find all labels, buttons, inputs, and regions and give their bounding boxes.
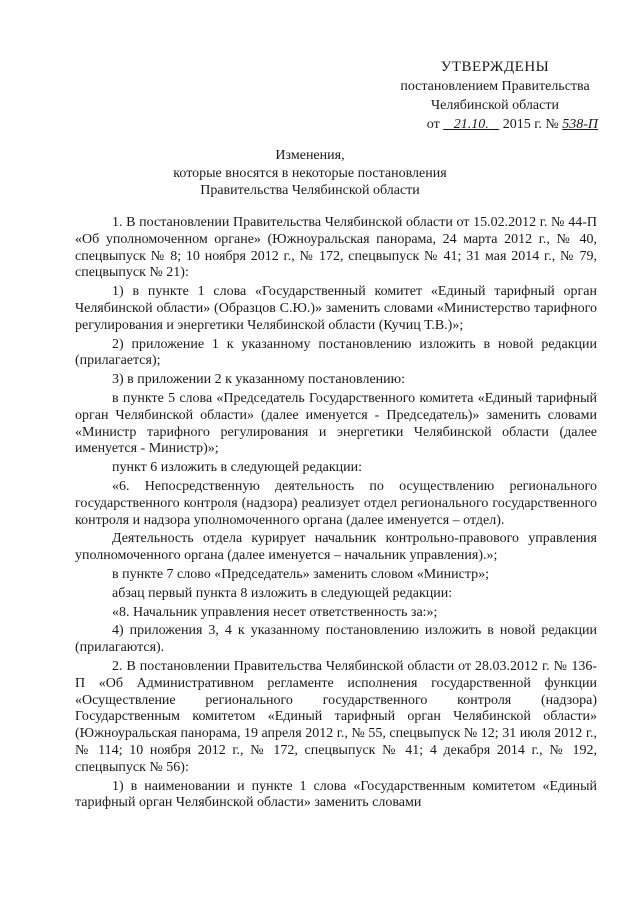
year-text: 2015 г. № bbox=[502, 117, 559, 132]
paragraph: 3) в приложении 2 к указанному постановлению: bbox=[112, 372, 406, 388]
document-number: 538-П bbox=[562, 117, 598, 132]
paragraph: 1) в пункте 1 слова «Государственный комитет «Единый тарифный орган Челябинской области» (Образцов С.Ю.)» заменить словами «Министерство тарифного регулирования и энергетики Челябинской области (Кучиц Т.В.)»; bbox=[75, 284, 597, 333]
date-prefix: от bbox=[426, 117, 440, 132]
paragraph: «8. Начальник управления несет ответственность за:»; bbox=[112, 604, 438, 620]
document-title bbox=[150, 147, 470, 200]
paragraph: пункт 6 изложить в следующей редакции: bbox=[112, 460, 362, 476]
paragraph: 2. В постановлении Правительства Челябинской области от 28.03.2012 г. № 136-П «Об Административном регламенте исполнения государственной функции «Осуществление регионального государственного контроля (надзора) Государственным комитетом «Единый тарифный орган Челябинской области» (Южноуральская панорама, 19 апреля 2012 г., № 55, спецвыпуск № 12; 31 июля 2012 г., № 114; 10 ноября 2012 г., № 172, спецвыпуск № 41; 4 декабря 2014 г., № 192, спецвыпуск № 56): bbox=[75, 658, 597, 775]
paragraph: в пункте 5 слова «Председатель Государственного комитета «Единый тарифный орган Челябинской области» (далее именуется - Председатель)» заменить словами «Министр тарифного регулирования и энергетики Челябинской области (далее именуется - Министр)»; bbox=[75, 390, 597, 457]
paragraph: Деятельность отдела курирует начальник контрольно-правового управления уполномоченного органа (далее именуется – начальник управления).»; bbox=[75, 531, 597, 564]
paragraph: в пункте 7 слово «Председатель» заменить словом «Министр»; bbox=[112, 566, 490, 582]
approval-stamp bbox=[390, 58, 600, 134]
title-line-1: Изменения, bbox=[275, 148, 345, 163]
title-line-3: Правительства Челябинской области bbox=[200, 183, 420, 198]
approval-line-2: Челябинской области bbox=[431, 98, 559, 113]
paragraph: 2) приложение 1 к указанному постановлению изложить в новой редакции (прилагается); bbox=[75, 336, 597, 369]
paragraph: 1) в наименовании и пункте 1 слова «Государственным комитетом «Единый тарифный орган Челябинской области» заменить словами bbox=[75, 778, 597, 811]
approval-title: УТВЕРЖДЕНЫ bbox=[440, 59, 550, 75]
approval-date-line bbox=[390, 115, 600, 134]
title-line-2: которые вносятся в некоторые постановления bbox=[173, 165, 447, 181]
document-body bbox=[75, 213, 597, 812]
paragraph: 1. В постановлении Правительства Челябинской области от 15.02.2012 г. № 44-П «Об уполномоченном органе» (Южноуральская панорама, 24 марта 2012 г., № 40, спецвыпуск № 8; 10 ноября 2012 г., № 172, спецвыпуск № 41; 31 мая 2014 г., № 79, спецвыпуск № 21): bbox=[75, 215, 597, 281]
paragraph: «6. Непосредственную деятельность по осуществлению регионального государственного контроля (надзора) реализует отдел регионального государственного контроля и надзора уполномоченного органа (далее именуется – отдел). bbox=[75, 478, 597, 528]
approval-line-1: постановлением Правительства bbox=[400, 79, 590, 94]
date-value: 21.10. bbox=[453, 117, 489, 132]
paragraph: абзац первый пункта 8 изложить в следующей редакции: bbox=[112, 585, 453, 601]
paragraph: 4) приложения 3, 4 к указанному постановлению изложить в новой редакции (прилагаются). bbox=[75, 623, 597, 656]
